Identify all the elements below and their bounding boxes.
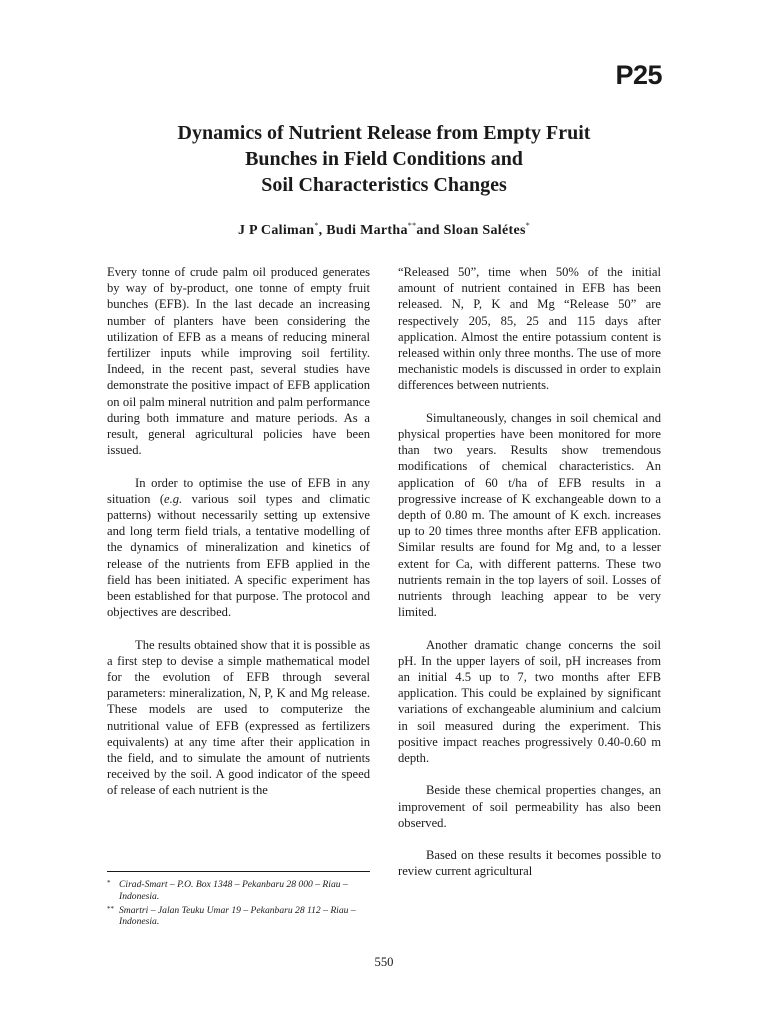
title-line-3: Soil Characteristics Changes (261, 174, 507, 196)
footnote (107, 905, 370, 929)
footnote-divider (107, 871, 370, 872)
footnote-mark: ** (107, 904, 114, 913)
paragraph: Every tonne of crude palm oil produced generates by way of by-product, one tonne of empty fruit bunches (EFB). In the last decade an increasing number of planters have been considering the utilization of EFB as a means of reducing mineral fertilizer inputs while improving soil fertility. Indeed, in the recent past, several studies have demonstrate the positive impact of EFB application on oil palm mineral nutrition and palm performance during both immature and mature periods. As a result, general agricultural policies have been issued. (107, 265, 370, 458)
paragraph (107, 475, 370, 621)
footnote (107, 879, 370, 903)
author-caliman: J P Caliman (237, 223, 315, 238)
footnotes (107, 879, 370, 930)
title-line-2: Bunches in Field Conditions and (245, 148, 523, 170)
paragraph: Simultaneously, changes in soil chemical and physical properties have been monitored for more than two years. Results show tremendous modifications of chemical characteristics. An application of 60 t/ha of EFB results in a progressive increase of K exchangeable down to a depth of 0.80 m. The amount of K exch. increases up to 20 times three months after EFB application. Similar results are found for Mg and, to a lesser extent for Ca, with different patterns. These two nutrients remain in the top layers of soil. Losses of nutrients through leaching appear to be very limited. (398, 410, 661, 620)
footnote-text: Cirad-Smart – P.O. Box 1348 – Pekanbaru 28 000 – Riau – Indonesia. (119, 879, 348, 902)
footnote-mark: * (107, 879, 111, 887)
paragraph: The results obtained show that it is possible as a first step to devise a simple mathematical model for the evolution of EFB through several parameters: mineralization, N, P, K and Mg release. These models are used to computerize the nutritional value of EFB (expressed as fertilizers equivalents) at any time after their application in the field, and to simulate the amount of nutrients received by the soil. A good indicator of the speed of release of each nutrient is the (107, 637, 370, 798)
footnote-text: Smartri – Jalan Teuku Umar 19 – Pekanbaru 28 112 – Riau – Indonesia. (119, 904, 356, 928)
page-number: 550 (374, 955, 394, 969)
paragraph-text: In order to optimise the use of EFB in any situation ( (107, 475, 370, 506)
affiliation-mark: ** (407, 221, 417, 230)
paragraph: Beside these chemical properties changes, an improvement of soil permeability has also been observed. (398, 783, 661, 830)
italic-abbreviation: e.g. (164, 491, 183, 506)
paper-code: P25 (615, 60, 662, 90)
affiliation-mark: * (525, 221, 531, 230)
right-column (398, 264, 661, 896)
paragraph: “Released 50”, time when 50% of the initial amount of nutrient contained in EFB has been released. N, P, K and Mg “Release 50” are respectively 205, 85, 25 and 115 days after application. Almost the entire potassium content is released within only three months. The use of more mechanistic models is discussed in order to explain differences between nutrients. (398, 265, 661, 393)
author-martha: Budi Martha (326, 223, 408, 238)
paragraph: Based on these results it becomes possible to review current agricultural (398, 848, 661, 879)
author-saletes: and Sloan Salétes (416, 223, 526, 238)
author-list (0, 221, 768, 239)
author-separator: , (318, 223, 327, 238)
title-line-1: Dynamics of Nutrient Release from Empty Fruit (177, 122, 591, 144)
paragraph: Another dramatic change concerns the soil pH. In the upper layers of soil, pH increases from an initial 4.5 up to 7, two months after EFB application. This could be explained by significant variations of exchangeable aluminium and calcium in soil measured during the experiment. This positive impact reaches progressively 0.40-0.60 m depth. (398, 637, 661, 766)
left-column (107, 264, 370, 815)
paper-title (0, 120, 768, 198)
paragraph-text: various soil types and climatic patterns) without necessarily setting up extensive and long term field trials, a tentative modelling of the dynamics of mineralization and kinetics of release of the nutrients from EFB applied in the field has been initiated. A specific experiment has been established for that purpose. The protocol and objectives are described. (107, 491, 370, 620)
affiliation-mark: * (314, 221, 319, 230)
